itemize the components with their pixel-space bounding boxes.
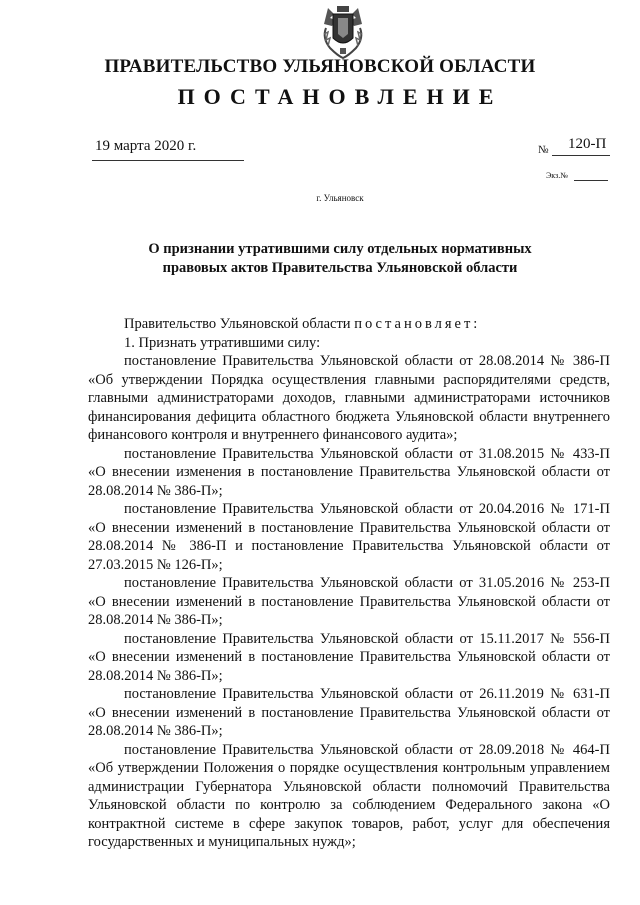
title-line-1: О признании утратившими силу отдельных нормативных <box>148 241 532 257</box>
document-number: 120-П <box>568 136 607 152</box>
list-item: постановление Правительства Ульяновской области от 15.11.2017 № 556-П «О внесении изменений в постановление Правительства Ульяновской области от 28.08.2014 № 386-П»; <box>88 630 610 684</box>
copy-number-label: Экз.№ <box>546 171 568 180</box>
list-item: постановление Правительства Ульяновской области от 31.05.2016 № 253-П «О внесении изменений в постановление Правительства Ульяновской области от 28.08.2014 № 386-П»; <box>88 575 610 628</box>
number-underline <box>552 155 610 156</box>
organization-name: ПРАВИТЕЛЬСТВО УЛЬЯНОВСКОЙ ОБЛАСТИ <box>104 56 536 77</box>
title-line-2: правовых актов Правительства Ульяновской области <box>162 260 518 276</box>
list-item: постановление Правительства Ульяновской области от 26.11.2019 № 631-П «О внесении изменений в постановление Правительства Ульяновской области от 28.08.2014 № 386-П»; <box>88 686 610 739</box>
number-sign: № <box>538 144 549 156</box>
intro-paragraph <box>88 315 610 334</box>
intro-subject: Правительство Ульяновской области <box>124 316 351 332</box>
list-item: постановление Правительства Ульяновской области от 28.08.2014 № 386-П «Об утверждении Порядка осуществления главными распорядителями средств, главными администраторами доходов, главными администраторами источников финансирования дефицита областного бюджета Ульяновской области внутреннего финансового контроля и внутреннего финансового аудита»; <box>88 353 610 443</box>
document-title <box>120 240 560 278</box>
document-type: ПОСТАНОВЛЕНИЕ <box>177 84 503 109</box>
date-underline <box>92 160 244 161</box>
document-date: 19 марта 2020 г. <box>95 138 197 154</box>
copy-number-underline <box>574 180 608 181</box>
coat-of-arms-emblem <box>318 4 368 60</box>
list-item: постановление Правительства Ульяновской области от 31.08.2015 № 433-П «О внесении изменения в постановление Правительства Ульяновской области от 28.08.2014 № 386-П»; <box>88 445 610 499</box>
document-body <box>88 315 610 852</box>
city: г. Ульяновск <box>316 193 364 203</box>
list-item: постановление Правительства Ульяновской области от 20.04.2016 № 171-П «О внесении изменений в постановление Правительства Ульяновской области от 28.08.2014 № 386-П и постановление Правительства Ульяновской области от 27.03.2015 № 126-П»; <box>88 501 610 573</box>
list-item: постановление Правительства Ульяновской области от 28.09.2018 № 464-П «Об утверждении Положения о порядке осуществления контрольным управлением администрации Губернатора Ульяновской области полномочий Правительства Ульяновской области по контролю за соблюдением Федерального закона «О контрактной системе в сфере закупок товаров, работ, услуг для обеспечения государственных и муниципальных нужд»; <box>88 741 610 850</box>
item-1: 1. Признать утратившими силу: <box>124 334 321 351</box>
intro-verb: постановляет: <box>354 316 481 332</box>
